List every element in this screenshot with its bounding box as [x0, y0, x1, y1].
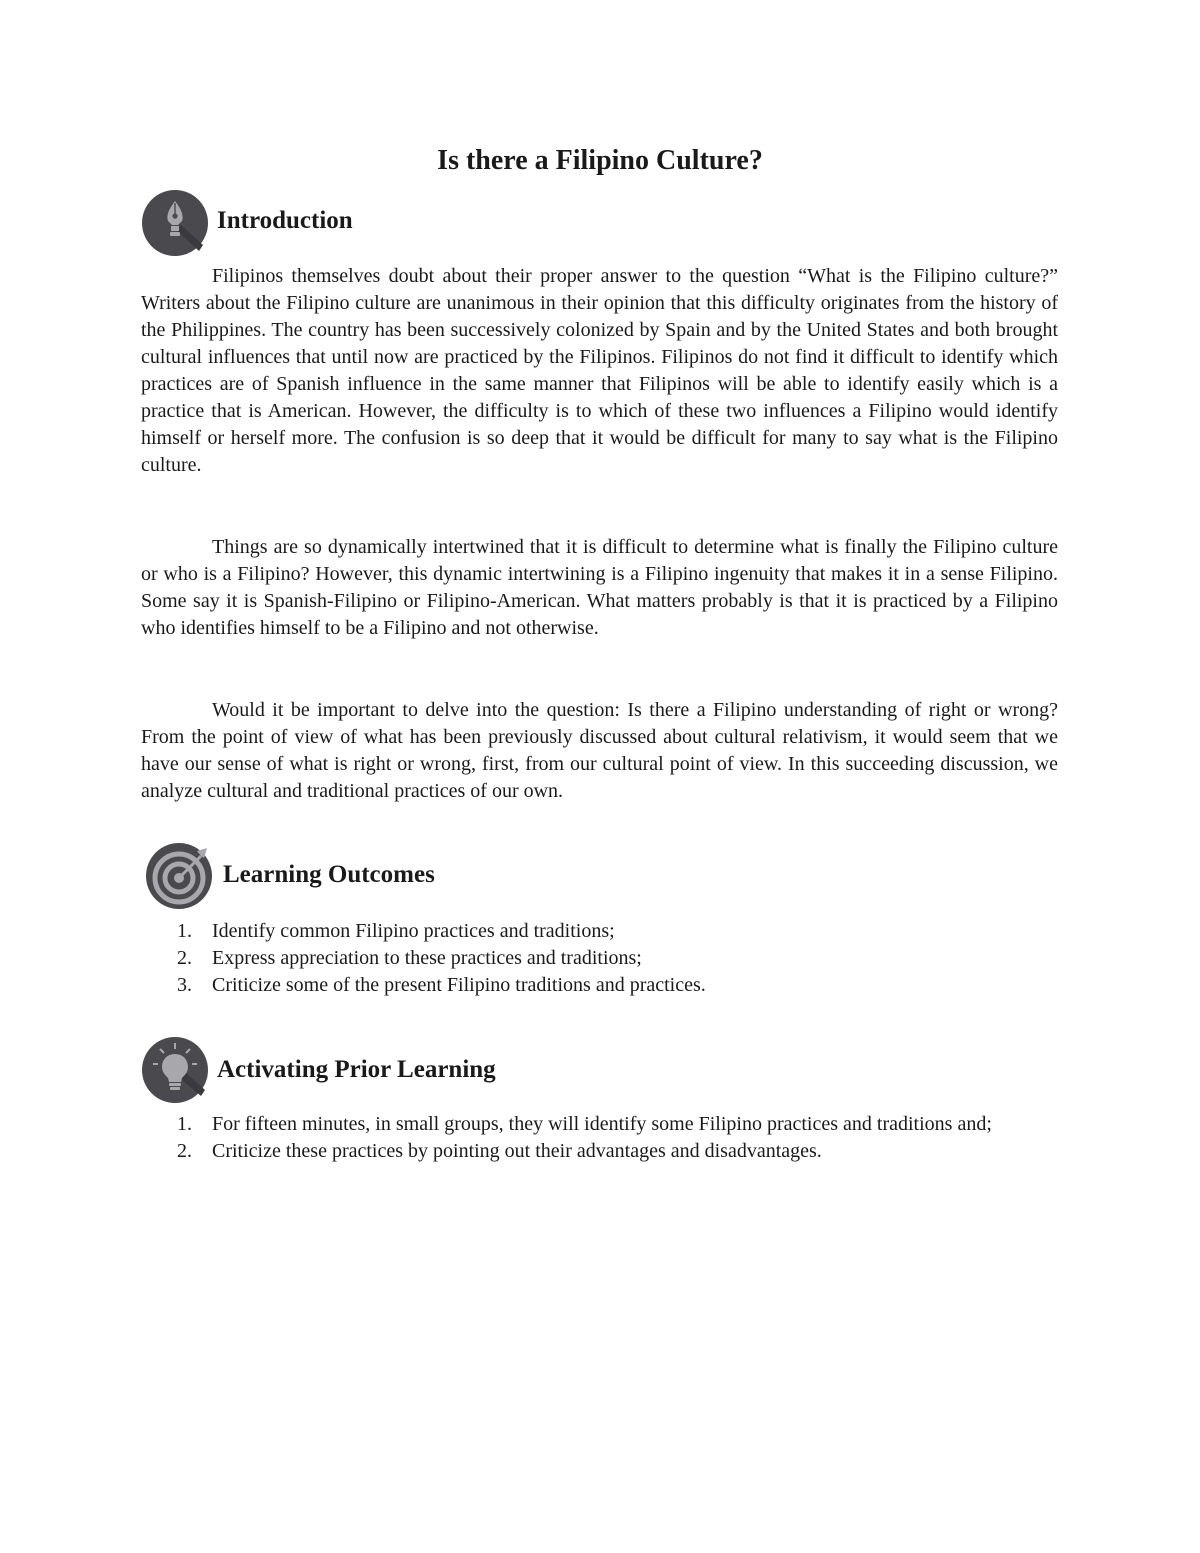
list-number: 2. — [177, 1140, 192, 1162]
pen-nib-icon — [141, 189, 209, 257]
list-item-text: Express appreciation to these practices and traditions; — [212, 947, 642, 969]
list-item-text: Criticize some of the present Filipino traditions and practices. — [212, 974, 706, 996]
lightbulb-icon — [141, 1036, 209, 1104]
list-item-text: Identify common Filipino practices and traditions; — [212, 920, 615, 942]
learning-outcomes-heading: Learning Outcomes — [223, 861, 435, 888]
list-item — [141, 945, 1058, 972]
introduction-paragraph-2: Things are so dynamically intertwined that it is difficult to determine what is finally the Filipino culture or who is a Filipino? However, this dynamic intertwining is a Filipino ingenuity that makes it in a sense Filipino. Some say it is Spanish-Filipino or Filipino-American. What matters probably is that it is practiced by a Filipino who identifies himself to be a Filipino and not otherwise. — [141, 536, 1058, 639]
target-icon — [145, 842, 213, 910]
list-number: 2. — [177, 947, 192, 969]
list-item-text: For fifteen minutes, in small groups, they will identify some Filipino practices and traditions and; — [212, 1113, 992, 1135]
document-title: Is there a Filipino Culture? — [437, 145, 763, 176]
list-number: 1. — [177, 1113, 192, 1135]
introduction-heading: Introduction — [217, 207, 353, 234]
activating-prior-learning-list — [141, 1111, 1058, 1165]
list-item — [141, 972, 1058, 999]
list-item — [141, 1111, 1058, 1138]
list-item — [141, 918, 1058, 945]
activating-prior-learning-heading: Activating Prior Learning — [217, 1056, 496, 1083]
list-number: 3. — [177, 974, 192, 996]
list-item-text: Criticize these practices by pointing out their advantages and disadvantages. — [212, 1140, 822, 1162]
introduction-paragraph-3: Would it be important to delve into the question: Is there a Filipino understanding of right or wrong? From the point of view of what has been previously discussed about cultural relativism, it would seem that we have our sense of what is right or wrong, first, from our cultural point of view. In this succeeding discussion, we analyze cultural and traditional practices of our own. — [141, 699, 1058, 802]
learning-outcomes-list — [141, 918, 1058, 999]
introduction-paragraph-1: Filipinos themselves doubt about their proper answer to the question “What is the Filipino culture?” Writers about the Filipino culture are unanimous in their opinion that this difficulty originates from the history of the Philippines. The country has been successively colonized by Spain and by the United States and both brought cultural influences that until now are practiced by the Filipinos. Filipinos do not find it difficult to identify which practices are of Spanish influence in the same manner that Filipinos will be able to identify easily which is a practice that is American. However, the difficulty is to which of these two influences a Filipino would identify himself or herself more. The confusion is so deep that it would be difficult for many to say what is the Filipino culture. — [141, 265, 1058, 476]
list-number: 1. — [177, 920, 192, 942]
list-item — [141, 1138, 1058, 1165]
